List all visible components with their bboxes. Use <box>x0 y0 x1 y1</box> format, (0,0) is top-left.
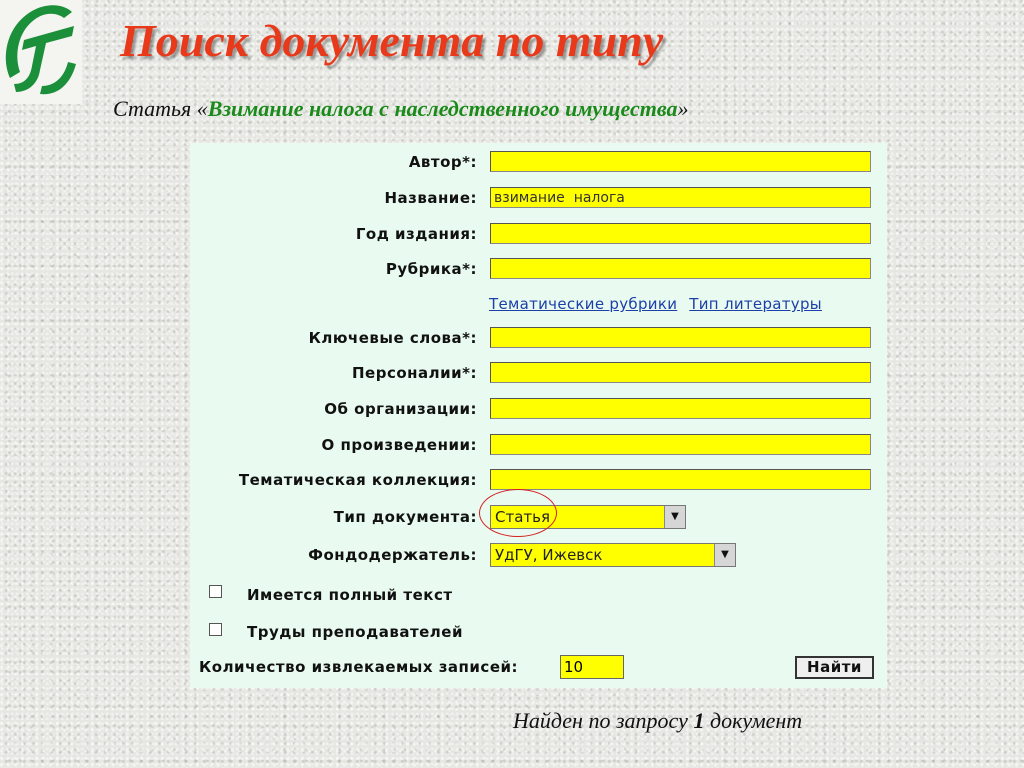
author-input[interactable] <box>490 151 871 172</box>
holder-label: Фондодержатель: <box>308 546 477 564</box>
keywords-label: Ключевые слова*: <box>308 329 477 347</box>
keywords-input[interactable] <box>490 327 871 348</box>
highlight-circle <box>479 489 557 537</box>
count-input[interactable] <box>560 655 624 679</box>
persons-label: Персоналии*: <box>352 364 477 382</box>
author-label: Автор*: <box>408 153 477 171</box>
count-label: Количество извлекаемых записей: <box>199 658 519 676</box>
organization-label: Об организации: <box>324 400 477 418</box>
chevron-down-icon[interactable]: ▼ <box>714 544 735 566</box>
thematic-rubrics-link[interactable]: Тематические рубрики <box>489 295 678 313</box>
result-count: 1 <box>693 708 705 733</box>
collection-label: Тематическая коллекция: <box>238 471 477 489</box>
search-form <box>190 143 887 688</box>
doc-type-label: Тип документа: <box>333 508 477 526</box>
subtitle <box>113 96 689 122</box>
collection-input[interactable] <box>490 469 871 490</box>
subtitle-suffix: » <box>677 96 689 121</box>
title-input[interactable] <box>490 187 871 208</box>
result-text <box>513 708 802 734</box>
chevron-down-icon[interactable]: ▼ <box>664 506 685 528</box>
fulltext-checkbox[interactable] <box>209 585 222 598</box>
doc-type-value: Статья <box>495 508 551 526</box>
literature-type-link[interactable]: Тип литературы <box>689 295 822 313</box>
page-title: Поиск документа по типу <box>120 15 664 66</box>
holder-value: УдГУ, Ижевск <box>495 546 603 564</box>
search-button[interactable]: Найти <box>795 656 874 679</box>
result-suffix: документ <box>704 708 803 733</box>
rubric-links <box>489 295 822 313</box>
teachers-checkbox[interactable] <box>209 623 222 636</box>
rubric-label: Рубрика*: <box>385 260 477 278</box>
work-label: О произведении: <box>321 436 477 454</box>
year-label: Год издания: <box>355 225 477 243</box>
work-input[interactable] <box>490 434 871 455</box>
title-label: Название: <box>384 189 477 207</box>
persons-input[interactable] <box>490 362 871 383</box>
subtitle-prefix: Статья « <box>113 96 208 121</box>
result-prefix: Найден по запросу <box>513 708 694 733</box>
logo <box>0 0 82 104</box>
rubric-input[interactable] <box>490 258 871 279</box>
logo-icon <box>0 0 82 104</box>
teachers-label: Труды преподавателей <box>247 623 463 641</box>
fulltext-label: Имеется полный текст <box>247 586 453 604</box>
subtitle-highlight: Взимание налога с наследственного имущества <box>207 96 678 121</box>
organization-input[interactable] <box>490 398 871 419</box>
holder-select[interactable] <box>490 543 736 567</box>
year-input[interactable] <box>490 223 871 244</box>
